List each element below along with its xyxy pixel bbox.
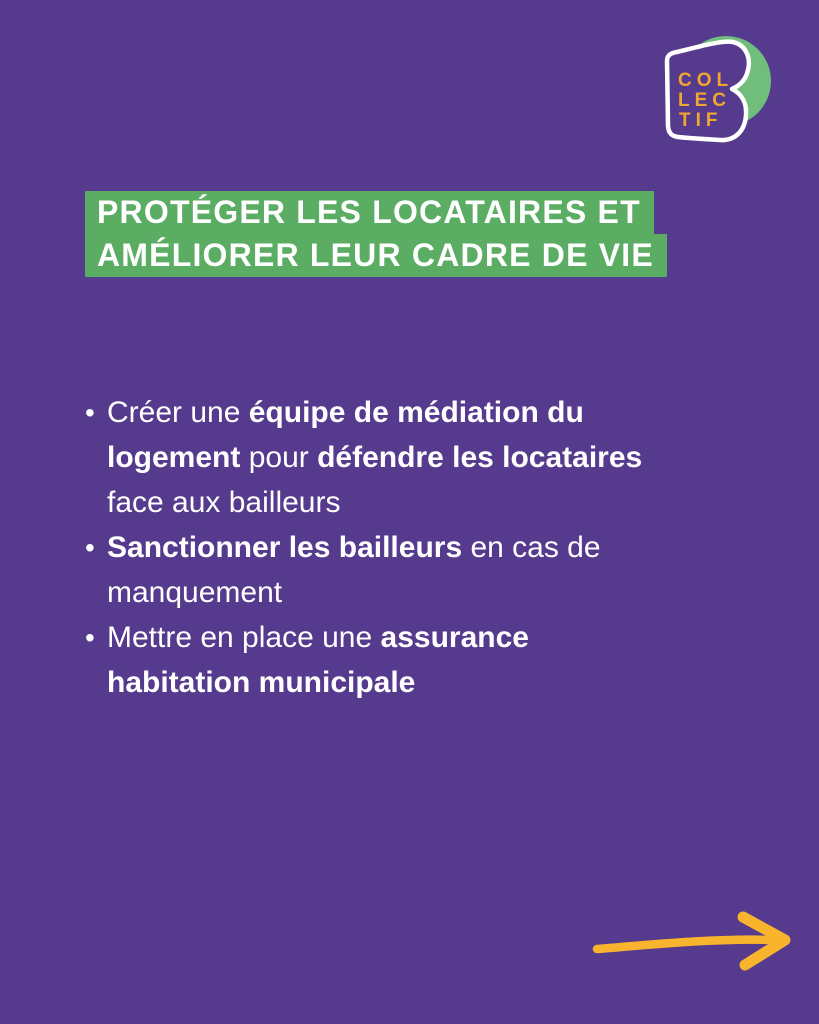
bullet-text	[107, 390, 745, 525]
list-item	[85, 390, 745, 525]
text-segment-bold: Sanctionner les bailleurs	[107, 531, 463, 564]
bullet-list	[85, 390, 745, 705]
arrow-shaft	[597, 940, 772, 949]
bullet-icon: •	[85, 397, 95, 428]
arrow-right-icon[interactable]	[592, 910, 797, 972]
text-segment: pour	[240, 441, 318, 474]
bullet-icon: •	[85, 532, 95, 563]
text-line	[107, 390, 745, 435]
text-segment-bold: assurance	[380, 621, 529, 654]
text-line	[107, 660, 745, 705]
text-line	[107, 570, 745, 615]
bullet-text	[107, 525, 745, 615]
text-segment: Mettre en place une	[107, 621, 381, 654]
collectif-logo	[648, 28, 778, 153]
text-segment-bold: défendre les locataires	[317, 441, 643, 474]
logo-line-1: COL	[678, 70, 734, 91]
list-item	[85, 525, 745, 615]
bullet-text	[107, 615, 745, 705]
text-segment: face aux bailleurs	[107, 486, 341, 519]
heading-line-2: AMÉLIORER LEUR CADRE DE VIE	[85, 234, 667, 277]
bullet-icon: •	[85, 622, 95, 653]
text-segment-bold: habitation municipale	[107, 666, 416, 699]
logo-line-3: TIF	[679, 110, 723, 131]
text-line	[107, 525, 745, 570]
logo-line-2: LEC	[678, 90, 731, 111]
heading-row-1	[85, 191, 667, 234]
text-segment: Créer une	[107, 396, 249, 429]
heading-line-1: PROTÉGER LES LOCATAIRES ET	[85, 191, 654, 234]
page-title	[85, 191, 667, 277]
text-line	[107, 480, 745, 525]
heading-row-2	[85, 234, 667, 277]
list-item	[85, 615, 745, 705]
text-segment-bold: équipe de médiation du	[248, 396, 584, 429]
text-line	[107, 615, 745, 660]
text-line	[107, 435, 745, 480]
text-segment-bold: logement	[107, 441, 241, 474]
text-segment: manquement	[107, 576, 283, 609]
text-segment: en cas de	[462, 531, 601, 564]
